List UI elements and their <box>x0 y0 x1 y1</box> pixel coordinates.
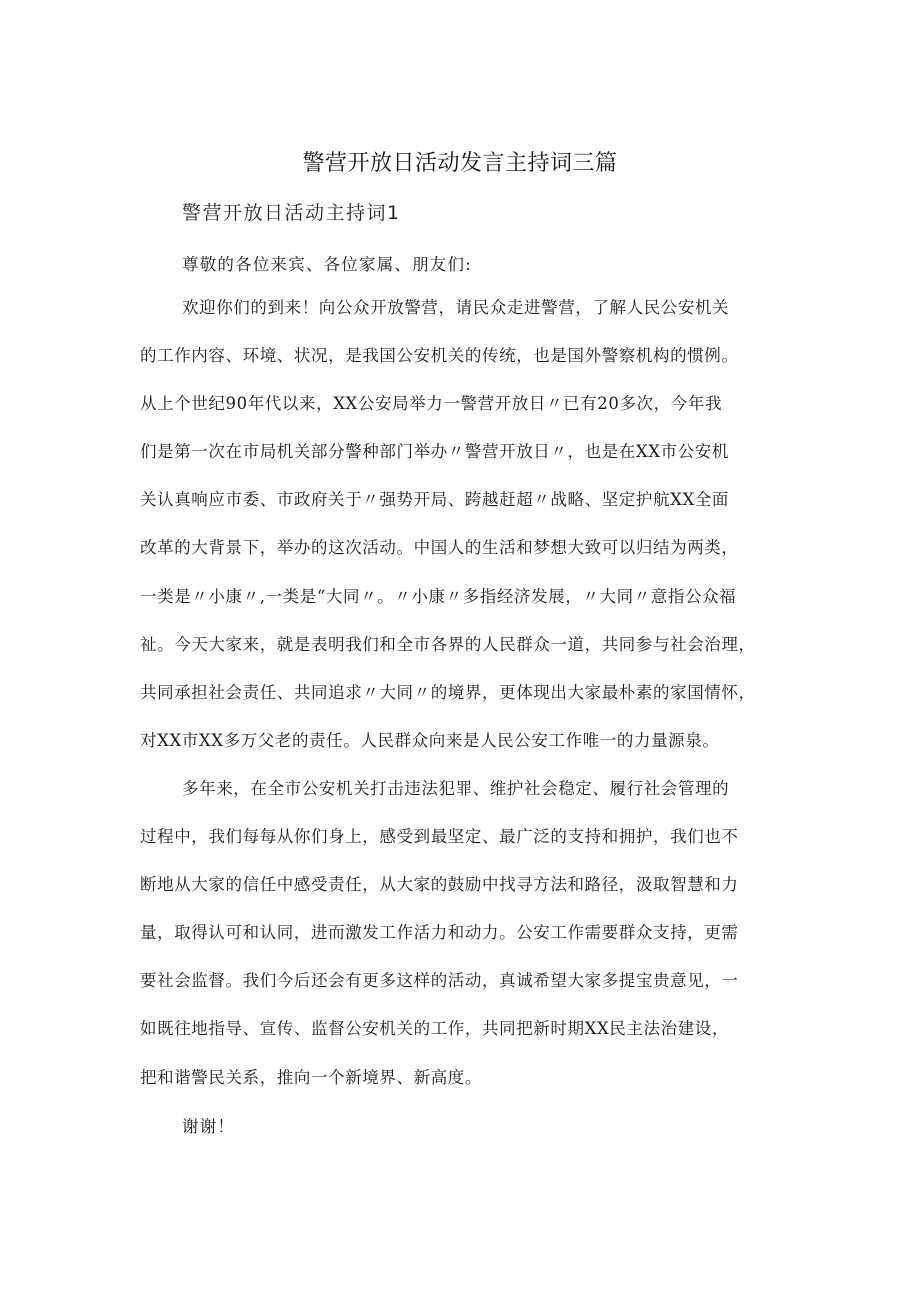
paragraph-line: 过程中，我们每每从你们身上，感受到最坚定、最广泛的支持和拥护，我们也不 <box>140 827 739 847</box>
paragraph-line: 的工作内容、环境、状况，是我国公安机关的传统，也是国外警察机构的惯例。 <box>140 346 739 366</box>
paragraph-line: 一类是〃小康〃,一类是“大同〃。〃小康〃多指经济发展，〃大同〃意指公众福 <box>140 586 737 606</box>
paragraph-line: 多年来，在全市公安机关打击违法犯罪、维护社会稳定、履行社会管理的 <box>182 779 730 798</box>
paragraph-years <box>140 765 790 1102</box>
paragraph-line: 祉。今天大家来，就是表明我们和全市各界的人民群众一道，共同参与社会治理， <box>140 634 756 654</box>
paragraph-line: 把和谐警民关系，推向一个新境界、新高度。 <box>140 1067 482 1087</box>
paragraph-line: 如既往地指导、宣传、监督公安机关的工作，共同把新时期XX民主法治建设， <box>140 1019 729 1039</box>
paragraph-line: 要社会监督。我们今后还会有更多这样的活动，真诚希望大家多提宝贵意见，一 <box>140 971 739 991</box>
paragraph-line: 们是第一次在市局机关部分警种部门举办〃警营开放日〃，也是在XX市公安机 <box>140 442 729 462</box>
paragraph-line: 共同承担社会责任、共同追求〃大同〃的境界，更体现出大家最朴素的家国情怀， <box>140 682 756 702</box>
paragraph-line: 对XX市XX多万父老的责任。人民群众向来是人民公安工作唯一的力量源泉。 <box>140 730 720 750</box>
section-title: 警营开放日活动主持词1 <box>182 202 401 224</box>
paragraph-line: 从上个世纪90年代以来，XX公安局举力一警营开放日〃已有20多次，今年我 <box>140 394 723 414</box>
paragraph-line: 断地从大家的信任中感受责任，从大家的鼓励中找寻方法和路径，汲取智慧和力 <box>140 875 739 895</box>
greeting-line: 尊敬的各位来宾、各位家属、朋友们: <box>182 255 472 274</box>
paragraph-line: 量，取得认可和认同，进而激发工作活力和动力。公安工作需要群众支持，更需 <box>140 923 739 943</box>
paragraph-line: 欢迎你们的到来！向公众开放警营，请民众走进警营，了解人民公安机关 <box>182 298 730 317</box>
document-title: 警营开放日活动发言主持词三篇 <box>302 151 618 176</box>
paragraph-line: 改革的大背景下，举办的这次活动。中国人的生活和梦想大致可以归结为两类， <box>140 538 739 558</box>
paragraph-welcome <box>140 284 790 765</box>
paragraph-line: 关认真响应市委、市政府关于〃强势开局、跨越赶超〃战略、坚定护航XX全面 <box>140 490 729 510</box>
closing-thanks: 谢谢！ <box>182 1117 236 1136</box>
